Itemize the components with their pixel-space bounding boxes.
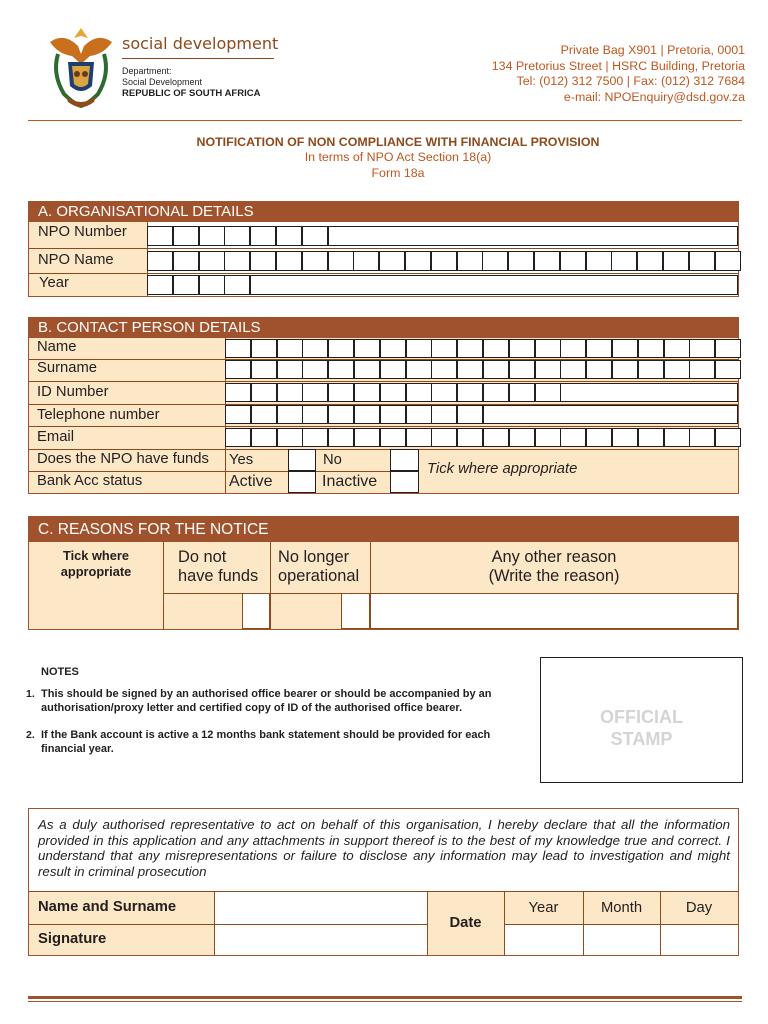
character-box[interactable] xyxy=(509,360,535,379)
reason-line: Do not xyxy=(178,548,227,566)
note-text: If the Bank account is active a 12 months bank statement should be provided for each financial year. xyxy=(41,729,491,755)
option-no: No xyxy=(323,452,342,468)
character-box[interactable] xyxy=(224,275,250,295)
character-box[interactable] xyxy=(638,339,664,358)
signature-field[interactable] xyxy=(215,925,427,955)
text-field[interactable] xyxy=(328,226,738,246)
character-box[interactable] xyxy=(147,226,173,246)
other-reason-field[interactable] xyxy=(370,593,738,629)
tick-no-box[interactable] xyxy=(390,449,419,471)
character-box[interactable] xyxy=(509,339,535,358)
tick-line: appropriate xyxy=(60,564,132,579)
character-box[interactable] xyxy=(457,428,483,447)
character-box[interactable] xyxy=(611,251,637,271)
character-box[interactable] xyxy=(406,383,432,402)
character-box[interactable] xyxy=(483,360,509,379)
form-title-block xyxy=(0,135,768,181)
dept-line: Department: xyxy=(122,66,172,76)
character-box[interactable] xyxy=(431,251,457,271)
option-inactive: Inactive xyxy=(322,473,378,490)
character-box[interactable] xyxy=(715,339,741,358)
character-box[interactable] xyxy=(354,405,380,424)
character-box[interactable] xyxy=(586,339,612,358)
character-box[interactable] xyxy=(199,251,225,271)
character-box[interactable] xyxy=(251,339,277,358)
label-telephone: Telephone number xyxy=(37,407,160,423)
tick-active-box[interactable] xyxy=(288,471,316,493)
character-box[interactable] xyxy=(199,226,225,246)
tick-line: Tick where xyxy=(63,548,129,563)
character-box[interactable] xyxy=(277,428,303,447)
character-box[interactable] xyxy=(302,383,328,402)
character-box[interactable] xyxy=(457,339,483,358)
character-box[interactable] xyxy=(535,360,561,379)
character-box[interactable] xyxy=(354,360,380,379)
character-box[interactable] xyxy=(380,428,406,447)
label-surname: Surname xyxy=(37,360,98,376)
character-box[interactable] xyxy=(612,428,638,447)
dept-country: REPUBLIC OF SOUTH AFRICA xyxy=(122,88,261,99)
character-box[interactable] xyxy=(483,339,509,358)
character-box[interactable] xyxy=(224,226,250,246)
form-title: NOTIFICATION OF NON COMPLIANCE WITH FINANCIAL PROVISION xyxy=(196,135,600,149)
character-box[interactable] xyxy=(302,405,328,424)
character-box[interactable] xyxy=(689,339,715,358)
character-box[interactable] xyxy=(225,405,251,424)
character-box[interactable] xyxy=(560,428,586,447)
form-subtitle: In terms of NPO Act Section 18(a) xyxy=(304,150,492,164)
label-signature: Signature xyxy=(38,931,107,947)
form-number: Form 18a xyxy=(371,166,425,180)
character-box[interactable] xyxy=(328,428,354,447)
label-funds-question: Does the NPO have funds xyxy=(37,451,209,467)
character-box[interactable] xyxy=(277,405,303,424)
stamp-line: STAMP xyxy=(610,729,673,749)
character-box[interactable] xyxy=(483,428,509,447)
character-box[interactable] xyxy=(715,251,741,271)
character-box[interactable] xyxy=(328,405,354,424)
character-box[interactable] xyxy=(560,339,586,358)
character-box[interactable] xyxy=(406,339,432,358)
character-box[interactable] xyxy=(302,226,328,246)
brand-name: social development xyxy=(122,34,279,53)
character-box[interactable] xyxy=(147,251,173,271)
character-box[interactable] xyxy=(689,360,715,379)
character-box[interactable] xyxy=(664,339,690,358)
character-box[interactable] xyxy=(586,360,612,379)
footer-rule-thick xyxy=(28,996,742,999)
character-box[interactable] xyxy=(535,383,561,402)
character-box[interactable] xyxy=(689,428,715,447)
character-box[interactable] xyxy=(431,339,457,358)
character-box[interactable] xyxy=(302,339,328,358)
character-box[interactable] xyxy=(664,428,690,447)
character-box[interactable] xyxy=(689,251,715,271)
character-box[interactable] xyxy=(277,339,303,358)
option-yes: Yes xyxy=(229,452,254,468)
character-box[interactable] xyxy=(431,428,457,447)
label-name-surname: Name and Surname xyxy=(38,899,177,915)
character-box[interactable] xyxy=(612,339,638,358)
section-reasons xyxy=(28,516,739,630)
reason-line: have funds xyxy=(178,567,259,585)
reason-no-funds xyxy=(178,548,258,586)
character-box[interactable] xyxy=(250,251,276,271)
notes-title: NOTES xyxy=(41,666,79,678)
character-box[interactable] xyxy=(431,360,457,379)
character-box[interactable] xyxy=(251,383,277,402)
department-lines xyxy=(122,66,260,99)
character-box[interactable] xyxy=(354,428,380,447)
character-box[interactable] xyxy=(637,251,663,271)
tick-inactive-box[interactable] xyxy=(390,471,419,493)
character-box[interactable] xyxy=(225,383,251,402)
character-box[interactable] xyxy=(276,251,302,271)
label-date: Date xyxy=(449,915,482,931)
character-box[interactable] xyxy=(406,428,432,447)
reason-other xyxy=(370,548,738,586)
row-divider xyxy=(29,449,738,450)
tick-yes-box[interactable] xyxy=(288,449,316,471)
date-month-field[interactable] xyxy=(584,925,660,955)
reason-line: (Write the reason) xyxy=(488,567,620,585)
label-date-month: Month xyxy=(600,900,643,916)
coat-of-arms-logo xyxy=(44,24,118,112)
character-box[interactable] xyxy=(302,251,328,271)
character-box[interactable] xyxy=(509,383,535,402)
character-box[interactable] xyxy=(173,226,199,246)
name-surname-field[interactable] xyxy=(215,893,427,924)
character-box[interactable] xyxy=(560,251,586,271)
character-box[interactable] xyxy=(277,383,303,402)
character-box[interactable] xyxy=(251,405,277,424)
character-box[interactable] xyxy=(225,428,251,447)
character-box[interactable] xyxy=(328,339,354,358)
reason-not-operational xyxy=(278,548,359,586)
character-box[interactable] xyxy=(406,405,432,424)
note-text: This should be signed by an authorised office bearer or should be accompanied by an authorisation/proxy letter and certified copy of ID of the authorised office bearer. xyxy=(41,688,492,714)
character-box[interactable] xyxy=(483,383,509,402)
label-email: Email xyxy=(37,429,74,445)
character-box[interactable] xyxy=(354,339,380,358)
character-box[interactable] xyxy=(457,405,483,424)
date-day-field[interactable] xyxy=(661,925,738,955)
character-box[interactable] xyxy=(380,405,406,424)
character-box[interactable] xyxy=(380,383,406,402)
row-divider xyxy=(29,248,738,249)
character-box[interactable] xyxy=(457,360,483,379)
stamp-line: OFFICIAL xyxy=(600,707,683,727)
tick-hint: Tick where appropriate xyxy=(427,461,578,477)
label-year: Year xyxy=(39,275,69,291)
column-divider xyxy=(163,542,164,629)
option-active: Active xyxy=(229,473,273,490)
character-box[interactable] xyxy=(173,251,199,271)
character-box[interactable] xyxy=(199,275,225,295)
date-year-field[interactable] xyxy=(505,925,583,955)
footer-rule-thin xyxy=(28,1001,742,1002)
character-box[interactable] xyxy=(663,251,689,271)
address-line: Private Bag X901 | Pretoria, 0001 xyxy=(560,43,745,57)
character-box[interactable] xyxy=(302,428,328,447)
dept-line: Social Development xyxy=(122,77,203,87)
stamp-text xyxy=(541,706,742,750)
row-divider xyxy=(29,381,738,382)
character-box[interactable] xyxy=(406,360,432,379)
row-divider xyxy=(29,273,738,274)
official-stamp-box[interactable] xyxy=(540,657,743,783)
declaration-block xyxy=(28,808,739,956)
character-box[interactable] xyxy=(380,339,406,358)
character-box[interactable] xyxy=(353,251,379,271)
character-box[interactable] xyxy=(535,428,561,447)
character-box[interactable] xyxy=(405,251,431,271)
character-box[interactable] xyxy=(664,360,690,379)
character-box[interactable] xyxy=(638,360,664,379)
character-box[interactable] xyxy=(535,339,561,358)
row-divider xyxy=(29,426,738,427)
label-npo-name: NPO Name xyxy=(38,252,114,268)
character-box[interactable] xyxy=(715,360,741,379)
row-divider xyxy=(29,471,419,472)
character-box[interactable] xyxy=(328,383,354,402)
reason-line: No longer xyxy=(278,548,350,566)
label-date-day: Day xyxy=(685,900,713,916)
character-box[interactable] xyxy=(173,275,199,295)
label-name: Name xyxy=(37,339,77,355)
label-bank-status: Bank Acc status xyxy=(37,473,143,489)
text-field[interactable] xyxy=(560,383,738,402)
character-box[interactable] xyxy=(457,251,483,271)
character-box[interactable] xyxy=(147,275,173,295)
character-box[interactable] xyxy=(380,360,406,379)
reason-line: Any other reason xyxy=(491,548,617,566)
brand-divider xyxy=(122,58,274,59)
character-box[interactable] xyxy=(612,360,638,379)
character-box[interactable] xyxy=(224,251,250,271)
character-box[interactable] xyxy=(251,428,277,447)
character-box[interactable] xyxy=(508,251,534,271)
declaration-text: As a duly authorised representative to act on behalf of this organisation, I hereby declare that all the information provided in this application and any attachments in support thereof is to the best of my knowledge true and correct. I understand that any misrepresentations or failure to disclose any information may lead to investigation and might result in criminal prosecution xyxy=(38,817,730,879)
reason-line: operational xyxy=(278,567,360,585)
label-npo-number: NPO Number xyxy=(38,224,127,240)
character-box[interactable] xyxy=(276,226,302,246)
tick-no-funds-box[interactable] xyxy=(242,593,270,629)
character-box[interactable] xyxy=(225,339,251,358)
contact-address xyxy=(492,43,745,105)
label-id-number: ID Number xyxy=(37,384,109,400)
address-line: Tel: (012) 312 7500 | Fax: (012) 312 7684 xyxy=(516,74,745,89)
text-field[interactable] xyxy=(250,275,738,295)
address-line: e-mail: NPOEnquiry@dsd.gov.za xyxy=(563,89,745,104)
character-box[interactable] xyxy=(277,360,303,379)
character-box[interactable] xyxy=(251,360,277,379)
character-box[interactable] xyxy=(715,428,741,447)
section-a-heading: A. ORGANISATIONAL DETAILS xyxy=(29,202,738,222)
character-box[interactable] xyxy=(586,251,612,271)
character-box[interactable] xyxy=(638,428,664,447)
character-box[interactable] xyxy=(586,428,612,447)
section-b-heading: B. CONTACT PERSON DETAILS xyxy=(29,318,738,338)
character-box[interactable] xyxy=(379,251,405,271)
character-box[interactable] xyxy=(534,251,560,271)
character-box[interactable] xyxy=(328,360,354,379)
section-contact-person-details xyxy=(28,317,739,494)
address-line: 134 Pretorius Street | HSRC Building, Pretoria xyxy=(491,58,745,73)
note-number: 2. xyxy=(26,729,35,741)
character-box[interactable] xyxy=(250,226,276,246)
character-box[interactable] xyxy=(302,360,328,379)
label-date-year: Year xyxy=(528,900,559,916)
character-box[interactable] xyxy=(482,251,508,271)
text-field[interactable] xyxy=(483,405,738,424)
section-c-heading: C. REASONS FOR THE NOTICE xyxy=(29,517,738,542)
character-box[interactable] xyxy=(431,405,457,424)
character-box[interactable] xyxy=(354,383,380,402)
character-box[interactable] xyxy=(225,360,251,379)
character-box[interactable] xyxy=(431,383,457,402)
character-box[interactable] xyxy=(560,360,586,379)
section-organisational-details xyxy=(28,201,739,297)
column-divider xyxy=(270,542,271,629)
tick-not-operational-box[interactable] xyxy=(341,593,370,629)
header-divider xyxy=(28,120,742,121)
character-box[interactable] xyxy=(509,428,535,447)
character-box[interactable] xyxy=(328,251,354,271)
character-box[interactable] xyxy=(457,383,483,402)
note-number: 1. xyxy=(26,688,35,700)
tick-where-label xyxy=(29,542,163,580)
